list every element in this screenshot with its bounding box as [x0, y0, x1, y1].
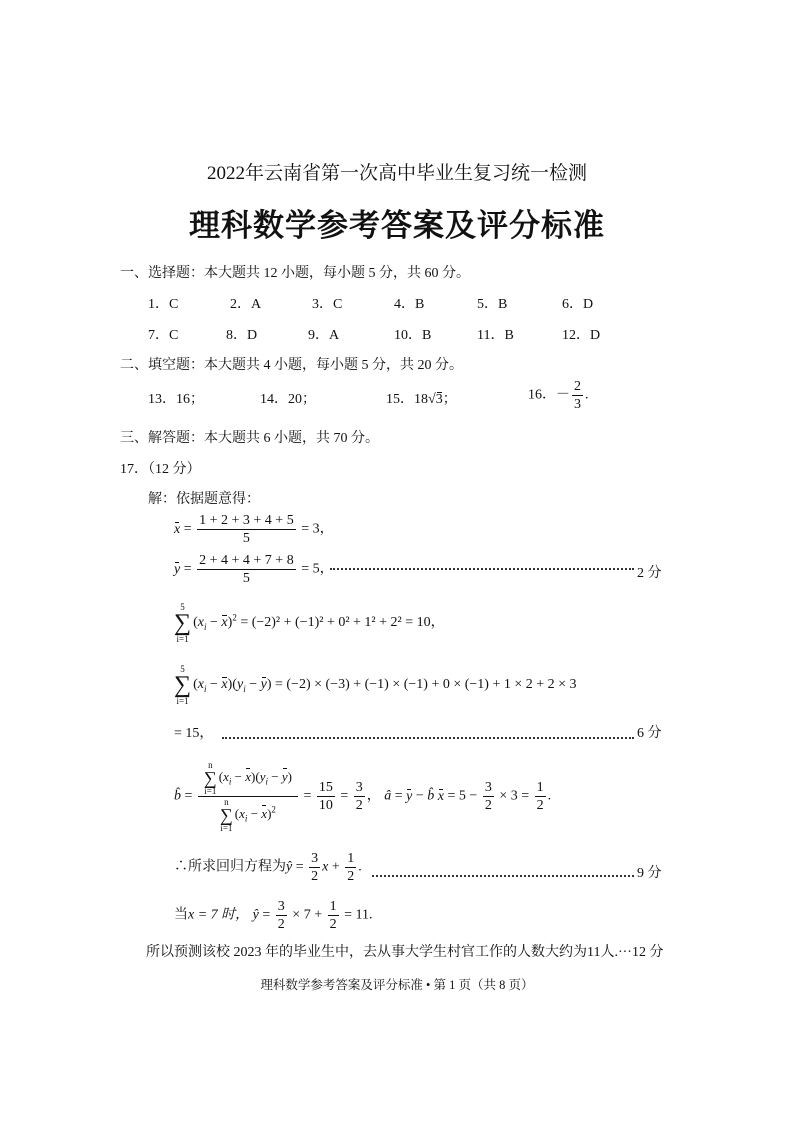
a-result-fraction: [535, 779, 546, 814]
a-calc-tail: × 3 =: [499, 788, 530, 804]
y-mean-value: = 5，: [301, 561, 334, 577]
regression-label: ∴所求回归方程为: [174, 859, 286, 875]
fraction-numerator: 2: [574, 379, 581, 394]
document-subtitle: 2022年云南省第一次高中毕业生复习统一检测: [206, 163, 587, 184]
score-mark-6: 6 分: [637, 726, 662, 741]
answer-16: [528, 378, 589, 413]
conclusion-text: 所以预测该校 2023 年的毕业生中，去从事大学生村官工作的人数大约为11人.···12 分: [146, 945, 664, 960]
sum-of-products-rhs: = (−2) × (−3) + (−1) × (−1) + 0 × (−1) + 1 × 2 + 2 × 3: [275, 677, 577, 693]
fraction-denominator: 3: [574, 397, 581, 412]
b-hat-fraction: n ∑ $i=1(x_i - x)(y_i - y)$ n ∑ $i=1(x_i - x)^2$: [198, 760, 298, 833]
summation-symbol: n ∑ i=1: [203, 760, 217, 796]
sum-of-products-formula: 5 ∑ $i=1(x_i - x)(y_i - y) = (-2) \times (-3) + (-1) \times (-1) + 0 \times (-1) + 1 \times 2 + 2 \times 3$: [174, 664, 577, 706]
fraction-denominator: 2: [311, 869, 319, 884]
prediction-condition: x = 7 时，: [188, 907, 250, 923]
fraction-numerator: 1 + 2 + 3 + 4 + 5: [199, 513, 294, 528]
answer-8: 8．D: [226, 328, 258, 343]
question-17-label: 17．（12 分）: [120, 462, 201, 477]
summation-symbol: n ∑ i=1: [219, 797, 233, 833]
x-mean-value: = 3，: [301, 521, 334, 537]
fraction-denominator: 5: [242, 571, 250, 586]
answer-15-suffix: ；: [442, 392, 457, 407]
answer-5: 5．B: [477, 297, 508, 312]
prediction-mid: × 7 +: [292, 907, 323, 923]
fraction-numerator: 3: [311, 851, 319, 866]
answer-15-radicand: 3: [435, 392, 443, 407]
answer-15: [386, 388, 457, 408]
regression-equation: ∴所求回归方程为ŷ = $\frac{3}{2}$ x + $\frac{1}{2}$ .: [174, 851, 362, 884]
fraction-numerator: 1: [347, 851, 355, 866]
fraction-denominator: 10: [318, 798, 333, 813]
fraction-denominator: 2: [355, 798, 363, 813]
y-bar-symbol: y: [174, 561, 181, 577]
intercept-fraction: [345, 850, 356, 885]
fraction-denominator: 2: [347, 869, 355, 884]
x-mean-fraction: [197, 512, 296, 547]
answer-4: 4．B: [394, 297, 425, 312]
fraction-numerator: 15: [318, 780, 333, 795]
solution-intro: 解：依据题意得：: [148, 492, 260, 507]
answer-15-prefix: 15．18: [386, 392, 428, 407]
fraction-numerator: 1: [329, 899, 337, 914]
answer-9: 9．A: [308, 328, 340, 343]
answer-14: 14．20；: [260, 392, 316, 407]
answer-16-suffix: .: [585, 387, 589, 403]
answer-2: 2．A: [230, 297, 262, 312]
slope-fraction: [309, 850, 320, 885]
a-calc-fraction: [483, 779, 494, 814]
sum-of-squares-rhs: = (−2)² + (−1)² + 0² + 1² + 2² = 10，: [240, 615, 445, 631]
section-1-heading: 一、选择题：本大题共 12 小题，每小题 5 分，共 60 分。: [120, 266, 470, 281]
sum-upper-limit: 5: [180, 602, 185, 612]
b-result-fraction: [354, 779, 365, 814]
sum-upper-limit: 5: [180, 664, 185, 674]
answer-3: 3．C: [312, 297, 343, 312]
answer-7: 7．C: [148, 328, 179, 343]
prediction-value: = 11.: [344, 907, 373, 923]
score-mark-9: 9 分: [637, 866, 662, 881]
sum-upper-limit: n: [224, 797, 229, 807]
score-mark-2: 2 分: [637, 566, 662, 581]
fraction-numerator: 1: [536, 780, 544, 795]
x-bar-symbol: x: [174, 521, 181, 537]
fraction-denominator: 2: [484, 798, 492, 813]
section-3-heading: 三、解答题：本大题共 6 小题，共 70 分。: [120, 431, 379, 446]
y-mean-fraction: [197, 552, 296, 587]
slope-intercept-formula: b̂ = n ∑ $i=1(x_i - x)(y_i - y)$ n ∑ $i=1(x_i - x)^2$ = $\frac{15}{10}$ = $\frac{3}{2}$ ， â = y − b̂ x = 5 − $\frac{3}{2}$ × 3 = $\frac{1}{2}$ .: [174, 760, 552, 833]
answer-12: 12．D: [562, 328, 601, 343]
answer-1: 1．C: [148, 297, 179, 312]
fraction-numerator: 3: [355, 780, 363, 795]
answer-6: 6．D: [562, 297, 594, 312]
prediction-fraction-1: [276, 898, 287, 933]
fraction-denominator: 2: [536, 798, 544, 813]
prediction-line: 当x = 7 时， ŷ = $\frac{3}{2}$ × 7 + $\frac{1}{2}$ = 11.: [174, 899, 373, 932]
sum-lower-limit: i=1: [220, 823, 233, 833]
fraction-denominator: 5: [242, 531, 250, 546]
fraction-numerator: 3: [277, 899, 285, 914]
fraction-numerator: 3: [484, 780, 492, 795]
x-mean-formula: x = $\frac{1 + 2 + 3 + 4 + 5}{5}$ = 3，: [174, 513, 334, 546]
a-hat-symbol: â: [384, 788, 392, 804]
answer-13: 13．16；: [148, 392, 204, 407]
prediction-when: 当: [174, 907, 188, 923]
dotted-leader: [372, 875, 634, 877]
a-calc-mid: = 5 −: [447, 788, 478, 804]
fraction-numerator: 2 + 4 + 4 + 7 + 8: [199, 553, 294, 568]
answer-10: 10．B: [394, 328, 432, 343]
answer-16-fraction: [572, 378, 583, 413]
sum-lower-limit: i=1: [176, 634, 189, 644]
dotted-leader: [330, 568, 634, 570]
sum-lower-limit: i=1: [204, 786, 217, 796]
answer-11: 11．B: [477, 328, 514, 343]
section-2-heading: 二、填空题：本大题共 4 小题，每小题 5 分，共 20 分。: [120, 358, 463, 373]
sum-of-products-value: = 15，: [174, 726, 214, 741]
sum-upper-limit: n: [208, 760, 213, 770]
dotted-leader: [222, 737, 634, 739]
fraction-denominator: 2: [329, 917, 337, 932]
y-mean-formula: y = $\frac{2 + 4 + 4 + 7 + 8}{5}$ = 5，: [174, 553, 334, 586]
page-footer: 理科数学参考答案及评分标准 • 第 1 页（共 8 页）: [260, 978, 534, 992]
b-value-fraction: [317, 779, 335, 814]
document-title: 理科数学参考答案及评分标准: [189, 208, 605, 243]
sqrt-symbol: √: [428, 392, 436, 407]
prediction-fraction-2: [328, 898, 339, 933]
sum-lower-limit: i=1: [176, 696, 189, 706]
sum-of-squares-formula: 5 ∑ $i=1(x_i - x)^2 = (-2)^2 + (-1)^2 + 0^2 + 1^2 + 2^2 = 10$，: [174, 602, 445, 644]
fraction-denominator: 2: [277, 917, 285, 932]
summation-symbol: 5 ∑ i=1: [174, 664, 192, 706]
answer-16-prefix: 16．－: [528, 387, 570, 403]
summation-symbol: 5 ∑ i=1: [174, 602, 192, 644]
b-hat-symbol: b̂: [174, 788, 181, 804]
